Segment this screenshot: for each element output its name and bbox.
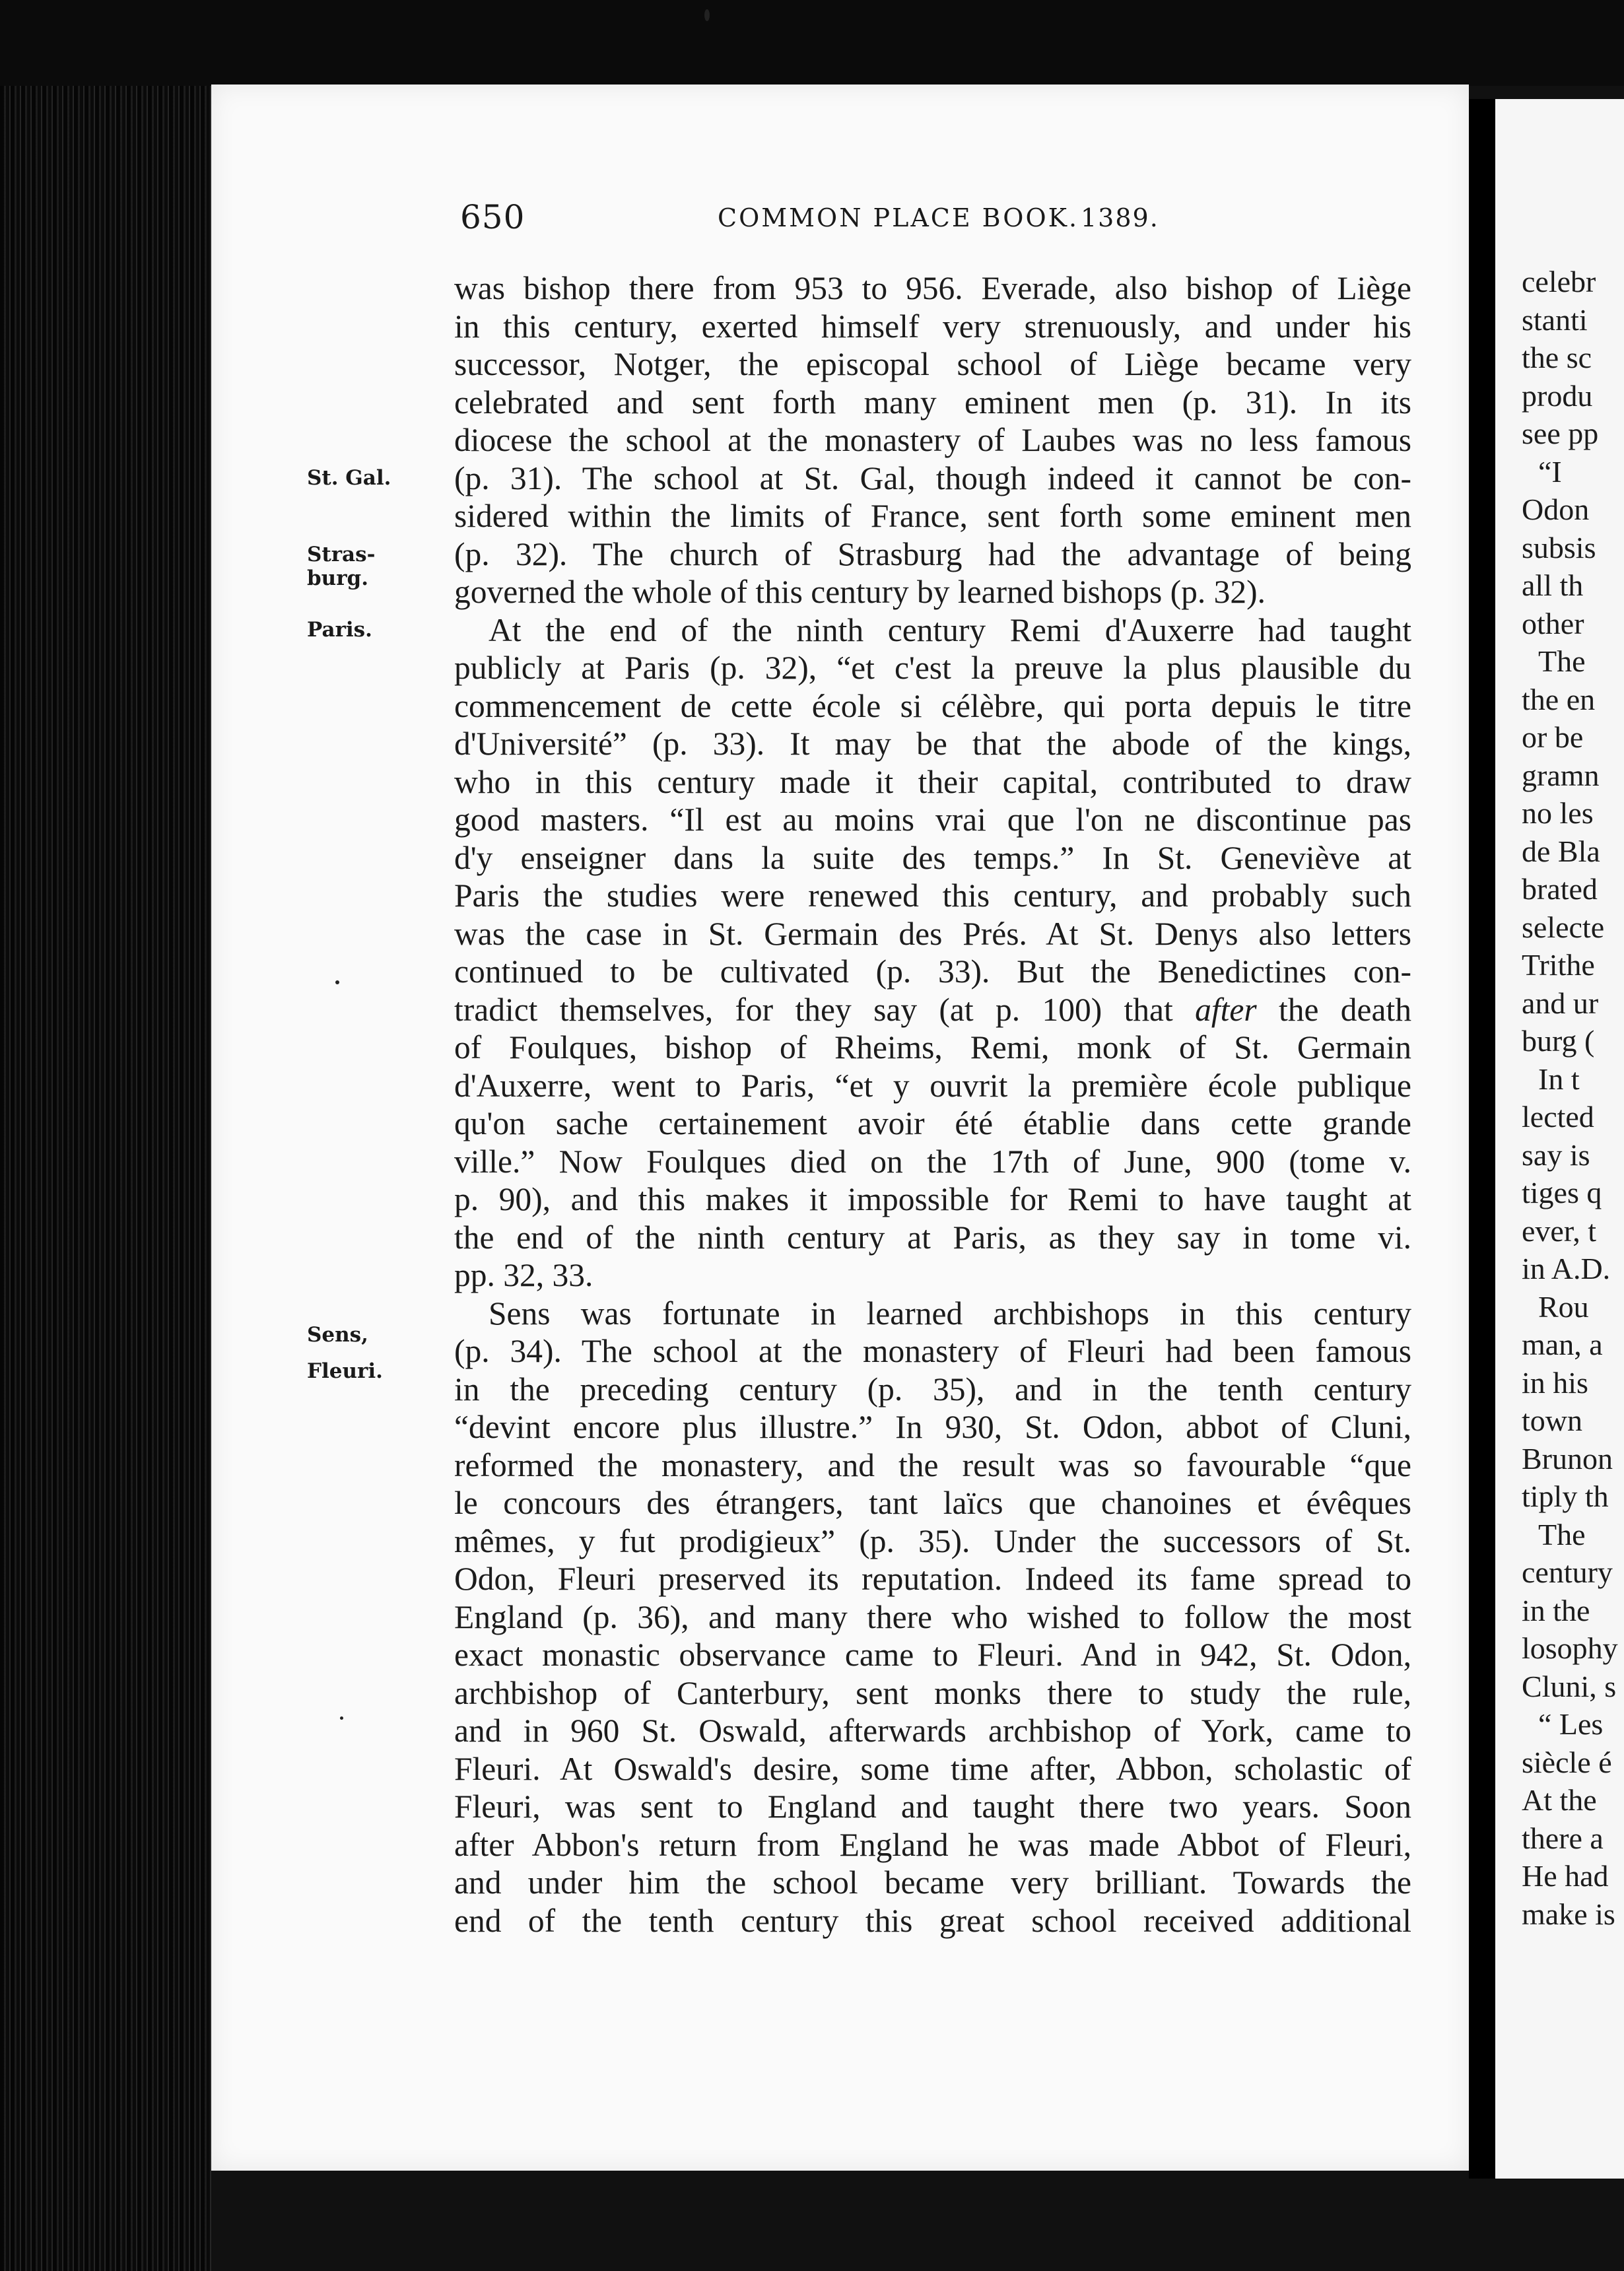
facing-text-line: The	[1538, 1517, 1586, 1551]
text-line: who in this century made it their capital, contributed to draw	[454, 763, 1411, 800]
text-line: reformed the monastery, and the result was so favourable “que	[454, 1446, 1411, 1483]
ink-speck	[340, 1716, 343, 1720]
facing-text-line: burg (	[1522, 1024, 1595, 1058]
text-line: Fleuri. At Oswald's desire, some time after, Abbon, scholastic of	[454, 1750, 1411, 1787]
text-line: was the case in St. Germain des Prés. At St. Denys also letters	[454, 915, 1411, 952]
margin-note-sens-fleuri: Sens, Fleuri.	[307, 1323, 383, 1383]
text-line: (p. 32). The church of Strasburg had the advantage of being	[454, 535, 1411, 572]
text-line: pp. 32, 33.	[454, 1257, 593, 1293]
facing-text-line: celebr	[1522, 265, 1596, 298]
facing-text-line: Cluni, s	[1522, 1669, 1617, 1703]
text-line: Odon, Fleuri preserved its reputation. Indeed its fame spread to	[454, 1561, 1411, 1597]
running-title: COMMON PLACE BOOK.	[718, 203, 1079, 232]
text-line: governed the whole of this century by learned bishops (p. 32).	[454, 574, 1266, 610]
facing-text-line: Odon	[1522, 492, 1590, 526]
facing-text-line: say is	[1522, 1137, 1590, 1172]
text-line: and in 960 St. Oswald, afterwards archbishop of York, came to	[454, 1712, 1411, 1749]
facing-text-line: “I	[1538, 454, 1562, 489]
facing-text-line: Rou	[1538, 1289, 1589, 1324]
text-line: celebrated and sent forth many eminent men (p. 31). In its	[454, 384, 1411, 421]
margin-note-strasburg: Stras- burg.	[307, 543, 376, 590]
body-text	[454, 269, 1411, 1940]
margin-note-paris: Paris.	[307, 618, 372, 642]
text-line: At the end of the ninth century Remi d'Auxerre had taught	[489, 611, 1411, 648]
facing-text-line: town	[1522, 1404, 1582, 1437]
ink-speck	[704, 9, 710, 21]
text-line: England (p. 36), and many there who wished to follow the most	[454, 1598, 1411, 1635]
text-line: p. 90), and this makes it impossible for Remi to have taught at	[454, 1181, 1411, 1217]
text-line: mêmes, y fut prodigieux” (p. 35). Under the successors of St.	[454, 1522, 1411, 1559]
text-line: (p. 31). The school at St. Gal, though indeed it cannot be con-	[454, 459, 1411, 496]
text-line: in this century, exerted himself very strenuously, and under his	[454, 308, 1411, 345]
facing-text-line: century	[1522, 1555, 1613, 1589]
facing-text-line: tiges q	[1522, 1176, 1602, 1209]
facing-text-line: brated	[1522, 872, 1598, 906]
text-line: archbishop of Canterbury, sent monks there to study the rule,	[454, 1674, 1411, 1711]
facing-text-line: in the	[1522, 1593, 1590, 1627]
facing-text-line: Brunon	[1522, 1441, 1613, 1475]
facing-text-line: in his	[1522, 1365, 1588, 1400]
facing-text-line: or be	[1522, 720, 1584, 754]
scanner-edge-top	[0, 0, 1624, 86]
facing-text-line: siècle é	[1522, 1745, 1612, 1779]
facing-text-line: Trithe	[1522, 948, 1595, 982]
facing-text-line: there a	[1522, 1821, 1604, 1855]
facing-text-line: lected	[1522, 1100, 1594, 1134]
facing-text-line: de Bla	[1522, 834, 1600, 868]
facing-text-line: “ Les	[1538, 1707, 1604, 1741]
page-number: 650	[460, 198, 525, 236]
facing-text-line: and ur	[1522, 986, 1599, 1020]
text-line: Paris the studies were renewed this century, and probably such	[454, 877, 1411, 914]
facing-text-line: the en	[1522, 682, 1596, 716]
ink-speck	[335, 980, 339, 984]
text-line: the end of the ninth century at Paris, as they say in tome vi.	[454, 1219, 1411, 1256]
facing-text-line: see pp	[1522, 417, 1599, 450]
text-line: le concours des étrangers, tant laïcs que chanoines et évêques	[454, 1485, 1411, 1521]
text-line: in the preceding century (p. 35), and in the tenth century	[454, 1371, 1411, 1407]
text-line: d'Auxerre, went to Paris, “et y ouvrit la première école publique	[454, 1067, 1411, 1104]
facing-text-line: in A.D.	[1522, 1252, 1611, 1285]
facing-text-line: He had	[1522, 1859, 1609, 1893]
facing-text-line: man, a	[1522, 1328, 1603, 1361]
facing-text-line: produ	[1522, 378, 1593, 413]
text-line: was bishop there from 953 to 956. Everade, also bishop of Liège	[454, 270, 1411, 306]
text-line: commencement de cette école si célèbre, qui porta depuis le titre	[454, 687, 1411, 724]
text-line: sidered within the limits of France, sent forth some eminent men	[454, 498, 1411, 534]
text-line: end of the tenth century this great school received additional	[454, 1902, 1411, 1939]
text-line: exact monastic observance came to Fleuri. And in 942, St. Odon,	[454, 1637, 1411, 1673]
running-year: 1389.	[1081, 203, 1159, 232]
margin-note-st-gal: St. Gal.	[307, 466, 391, 490]
facing-text-line: ever, t	[1522, 1213, 1597, 1248]
text-line: and under him the school became very brilliant. Towards the	[454, 1864, 1411, 1901]
text-line: qu'on sache certainement avoir été établie dans cette grande	[454, 1105, 1411, 1141]
facing-text-line: subsis	[1522, 530, 1596, 564]
facing-text-line: selecte	[1522, 910, 1605, 944]
facing-text-line: the sc	[1522, 341, 1592, 374]
text-line: successor, Notger, the episcopal school of Liège became very	[454, 346, 1411, 382]
text-line: after Abbon's return from England he was made Abbot of Fleuri,	[454, 1826, 1411, 1863]
text-line: Fleuri, was sent to England and taught there two years. Soon	[454, 1788, 1411, 1825]
facing-text-line: stanti	[1522, 302, 1588, 337]
text-line: publicly at Paris (p. 32), “et c'est la preuve la plus plausible du	[454, 650, 1411, 686]
text-line: diocese the school at the monastery of Laubes was no less famous	[454, 422, 1411, 458]
facing-text-line: At the	[1522, 1783, 1597, 1817]
facing-text-line: all th	[1522, 568, 1584, 602]
facing-text-line: In t	[1538, 1062, 1580, 1096]
text-line: of Foulques, bishop of Rheims, Remi, monk of St. Germain	[454, 1029, 1411, 1066]
text-line: ville.” Now Foulques died on the 17th of June, 900 (tome v.	[454, 1143, 1411, 1180]
text-line: “devint encore plus illustre.” In 930, St. Odon, abbot of Cluni,	[454, 1409, 1411, 1445]
text-line: good masters. “Il est au moins vrai que l'on ne discontinue pas	[454, 801, 1411, 838]
text-line: (p. 34). The school at the monastery of Fleuri had been famous	[454, 1333, 1411, 1369]
facing-text-line: no les	[1522, 796, 1594, 830]
text-line: d'y enseigner dans la suite des temps.” In St. Geneviève at	[454, 839, 1411, 876]
facing-text-line: gramn	[1522, 758, 1600, 792]
book-gutter	[1469, 99, 1495, 2179]
facing-text-line: The	[1538, 644, 1586, 678]
facing-text-line: make is	[1522, 1897, 1615, 1931]
text-line: continued to be cultivated (p. 33). But the Benedictines con-	[454, 953, 1411, 990]
running-head	[460, 198, 1193, 244]
scanner-edge-left	[0, 0, 211, 2271]
facing-text-line: other	[1522, 606, 1584, 640]
text-line: tradict themselves, for they say (at p. 100) that after the death	[454, 991, 1411, 1028]
facing-text-line: tiply th	[1522, 1479, 1609, 1513]
facing-text-line: losophy	[1522, 1631, 1618, 1665]
text-line: d'Université” (p. 33). It may be that the abode of the kings,	[454, 726, 1411, 762]
text-line: Sens was fortunate in learned archbishops in this century	[489, 1295, 1411, 1332]
